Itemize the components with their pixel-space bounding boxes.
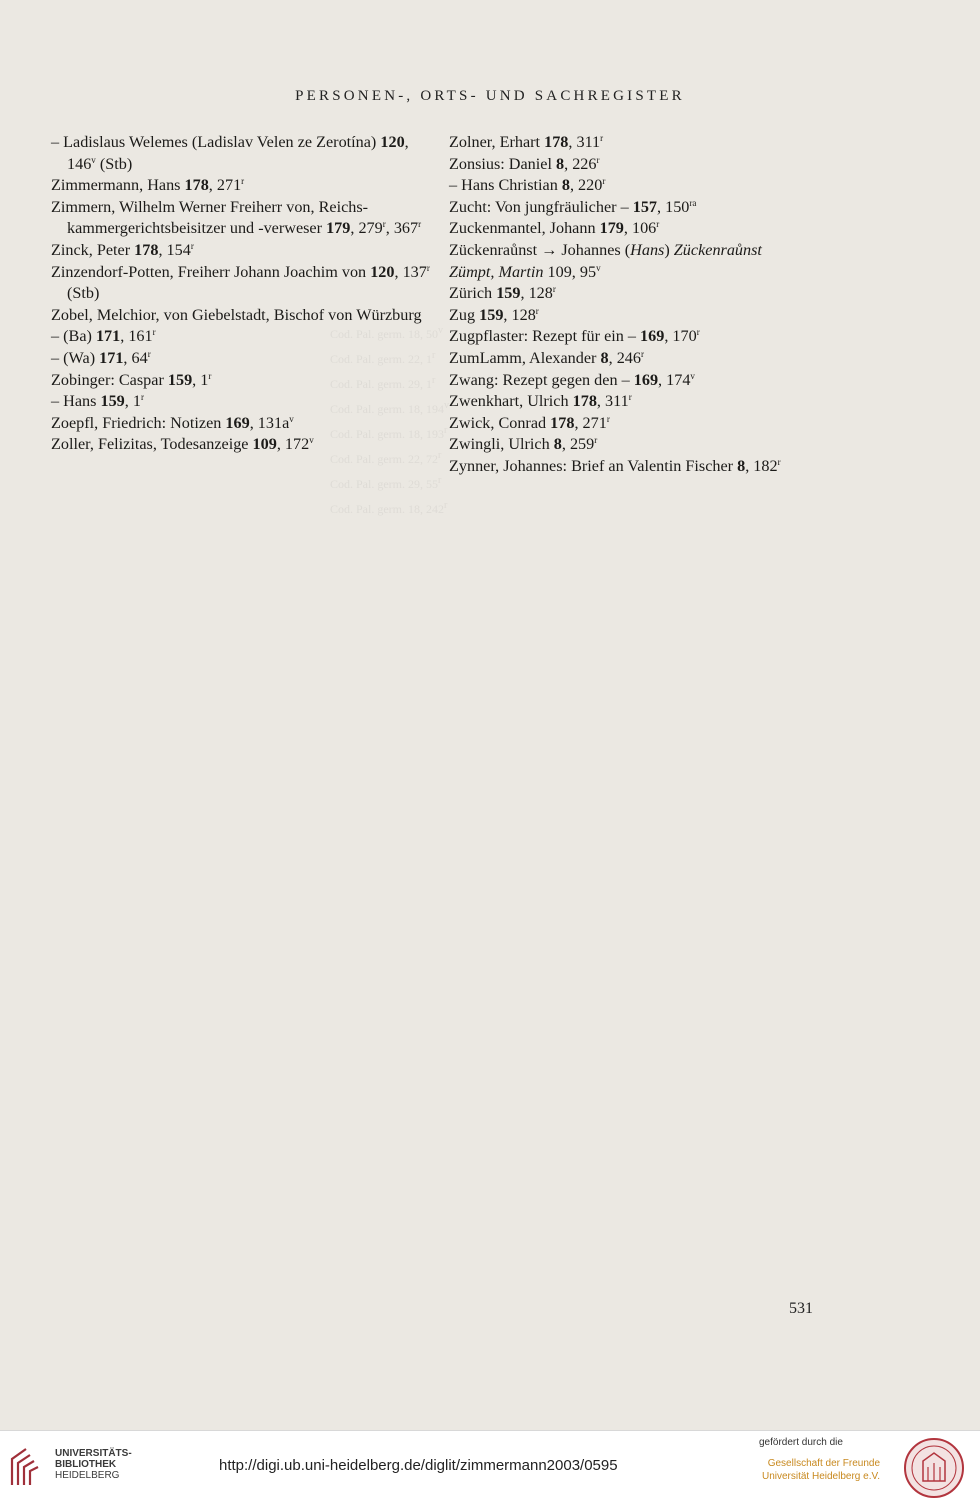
entry-text: Zugpflaster: Rezept für ein – [449,327,641,346]
entry-text: – Ladislaus Welemes (Ladislav Velen ze Zerotína) [51,133,381,151]
entry-text: Zümpt, Martin [449,262,544,281]
index-column-right [449,132,879,478]
entry-text: Zynner, Johannes: Brief an Valentin Fischer [449,456,738,475]
entry-text: , 131a [249,413,290,432]
entry-text: , 154 [158,240,191,259]
folio-side: r [594,435,598,446]
index-entry [449,154,879,176]
folio-side: v [289,413,294,424]
entry-text: Zonsius: Daniel [449,154,557,173]
index-entry [449,305,879,327]
volume-number: 8 [737,456,746,475]
entry-text: Zobinger: Caspar [51,370,168,389]
entry-text: Zwenkhart, Ulrich [449,392,573,411]
index-entry [51,240,431,262]
folio-side: v [596,262,601,273]
folio-side: r [696,327,700,338]
entry-text: , 64 [123,348,148,367]
entry-text: Zug [449,305,480,324]
entry-text: , 172 [276,435,310,454]
index-entry [51,305,431,327]
entry-text: , 128 [503,305,536,324]
index-entry [449,370,879,392]
bleed-through: Cod. Pal. germ. 18, 50$^v$ Cod. Pal. germ. 22, 1$^r$ Cod. Pal. germ. 29, 1$^r$ Cod. Pal. germ. 18, 194$^v$ Cod. Pal. germ. 18, 193$^r$ Cod. Pal. germ. 22, 72$^r$ Cod. Pal. germ. 29, 55$^r$ Cod. Pal. germ. 18, 242$^r$ [330,325,449,516]
entry-text: 109, 95 [543,262,597,281]
entry-text: , 1 [192,370,209,389]
entry-text: Zoller, Felizitas, Todesanzeige [51,435,253,454]
volume-number: 169 [640,327,665,346]
index-entry [449,413,879,435]
entry-text: , 226 [564,154,597,173]
entry-text: (Stb) [95,154,133,173]
entry-text: , 161 [120,327,153,346]
folio-side: r [640,348,644,359]
index-entry [51,391,431,413]
volume-number: 169 [225,413,250,432]
folio-side: ra [689,197,697,208]
folio-side: r [147,348,151,359]
volume-number: 179 [326,219,351,238]
entry-text: , 182 [745,456,778,475]
entry-text: (Stb) [67,284,100,303]
volume-number: 171 [95,327,121,346]
index-entry [449,283,879,305]
index-entry [449,197,879,219]
entry-text: , 150 [657,197,690,216]
entry-text: , 311 [596,392,629,411]
entry-text: , 128 [520,284,553,303]
folio-side: r [241,176,245,187]
index-entry [51,348,431,370]
entry-text: , 271 [208,176,242,195]
volume-number: 159 [479,305,504,324]
index-entry [449,175,879,197]
entry-text: Zückenraůnst [673,240,762,259]
volume-number: 8 [561,176,570,195]
entry-text: , 137 [394,262,427,281]
folio-side: r [535,305,539,316]
index-entry [449,456,879,478]
entry-text: – Hans Christian [449,176,562,195]
index-entry [449,326,879,348]
folio-side: r [656,219,660,230]
library-name-line3: HEIDELBERG [55,1470,120,1481]
entry-text: Zückenraůnst → Johannes ( [449,240,631,259]
index-entry [449,434,879,456]
entry-text: ZumLamm, Alexander [449,348,601,367]
entry-text: – (Ba) [51,327,96,346]
volume-number: 120 [380,133,405,151]
entry-text: Zoepfl, Friedrich: Notizen [51,413,226,432]
entry-text: , 1 [124,392,141,411]
index-column-left [51,132,431,456]
index-entry [449,391,879,413]
library-name [55,1448,132,1481]
entry-text: , 246 [608,348,641,367]
folio-side: r [426,262,430,273]
volume-number: 179 [599,219,624,238]
folio-side: r [628,392,632,403]
index-entry [51,262,431,305]
university-library-logo-icon [8,1445,48,1489]
volume-number: 171 [99,348,124,367]
library-name-line2: BIBLIOTHEK [55,1459,117,1470]
entry-text: Zwingli, Ulrich [449,435,554,454]
volume-number: 169 [633,370,659,389]
folio-side: v [91,154,96,165]
volume-number: 159 [496,284,521,303]
sponsor-name [762,1457,880,1483]
index-entry [51,132,431,175]
folio-side: r [208,370,212,381]
entry-text: , 271 [574,413,607,432]
entry-text: Hans [630,240,665,259]
folio-side: r [382,219,386,230]
entry-text: ) [664,240,674,259]
volume-number: 120 [370,262,395,281]
sponsor-label: gefördert durch die [759,1437,843,1448]
folio-side: r [596,154,600,165]
sponsor-name-line1: Gesellschaft der Freunde [767,1458,880,1469]
index-entry [51,413,431,435]
entry-text: Zimmermann, Hans [51,176,185,195]
volume-number: 178 [184,176,209,195]
entry-text: Zinck, Peter [51,240,135,259]
entry-text: Zürich [449,284,497,303]
entry-text: Zinzendorf-Potten, Freiherr Johann Joachim von [51,262,371,281]
volume-number: 159 [100,392,125,411]
folio-side: r [600,133,604,143]
volume-number: 157 [632,197,658,216]
entry-text: Zuckenmantel, Johann [449,219,600,238]
entry-text: Zobel, Melchior, von Giebelstadt, Bischof von Würzburg [51,305,422,324]
volume-number: 159 [167,370,193,389]
index-entry [51,197,431,240]
volume-number: 109 [252,435,277,454]
entry-text: – Hans [51,392,101,411]
folio-side: r [140,392,144,403]
index-entry [51,370,431,392]
sponsor-name-line2: Universität Heidelberg e.V. [761,1471,880,1482]
index-entry [449,218,879,240]
entry-text: Zimmern, Wilhelm Werner Freiherr von, Reichs-kammergerichtsbeisitzer und -verweser [51,197,369,238]
entry-text: , 279 [350,219,383,238]
entry-text: , 220 [569,176,603,195]
folio-side: r [418,219,422,230]
folio-side: r [552,284,556,295]
index-entry [449,348,879,370]
index-entry [51,434,431,456]
volume-number: 178 [550,413,575,432]
entry-text: , 311 [568,133,601,151]
volume-number: 8 [553,435,562,454]
entry-text: , 367 [385,219,419,238]
folio-side: r [606,413,610,424]
entry-text: , 170 [664,327,697,346]
folio-side: r [152,327,156,338]
library-name-line1: UNIVERSITÄTS- [55,1448,132,1459]
folio-side: v [309,435,314,446]
volume-number: 178 [134,240,159,259]
entry-text: Zwang: Rezept gegen den – [449,370,634,389]
entry-text: , 106 [623,219,657,238]
index-entry [449,132,879,154]
index-entry [51,326,431,348]
index-entry [449,262,879,284]
entry-text: – (Wa) [51,348,100,367]
index-entry [51,175,431,197]
permalink[interactable]: http://digi.ub.uni-heidelberg.de/diglit/zimmermann2003/0595 [219,1457,618,1474]
entry-text: Zwick, Conrad [449,413,551,432]
index-entry [449,240,879,262]
footer-bar [0,1430,980,1503]
entry-text: Zolner, Erhart [449,133,545,151]
entry-text: , 146 [67,133,409,173]
volume-number: 178 [544,133,569,151]
volume-number: 178 [572,392,597,411]
university-seal-icon [903,1437,965,1499]
folio-side: r [777,456,781,467]
folio-side: r [190,240,194,251]
volume-number: 8 [556,154,565,173]
running-head: PERSONEN-, ORTS- UND SACHREGISTER [295,88,685,104]
folio-side: v [690,370,695,381]
page-number: 531 [789,1300,813,1317]
entry-text: , 259 [561,435,595,454]
entry-text: , 174 [658,370,691,389]
volume-number: 8 [600,348,609,367]
folio-side: r [602,176,606,187]
entry-text: Zucht: Von jungfräulicher – [449,197,633,216]
